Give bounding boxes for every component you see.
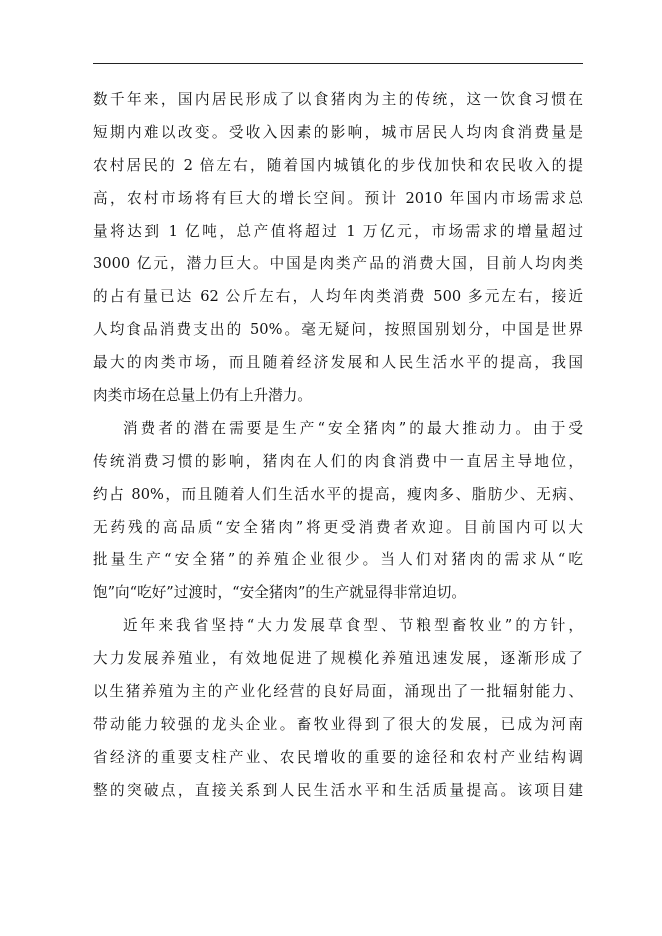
text-line: 省经济的重要支柱产业、农民增收的重要的途径和农村产业结构调 (93, 748, 583, 766)
text-line: 高，农村市场将有巨大的增长空间。预计 2010 年国内市场需求总 (93, 189, 583, 207)
text-line: 以生猪养殖为主的产业化经营的良好局面，涌现出了一批辐射能力、 (93, 683, 583, 701)
text-line: 整的突破点，直接关系到人民生活水平和生活质量提高。该项目建 (93, 781, 583, 799)
text-line: 人均食品消费支出的 50%。毫无疑问，按照国别划分，中国是世界 (93, 321, 583, 339)
text-line: 最大的肉类市场，而且随着经济发展和人民生活水平的提高，我国 (93, 354, 583, 372)
text-line: 的占有量已达 62 公斤左右，人均年肉类消费 500 多元左右，接近 (93, 288, 583, 306)
text-line: 约占 80%，而且随着人们生活水平的提高，瘦肉多、脂肪少、无病、 (93, 485, 583, 503)
text-line: 数千年来，国内居民形成了以食猪肉为主的传统，这一饮食习惯在 (93, 91, 583, 108)
paragraph-2 (93, 413, 583, 610)
text-line: 传统消费习惯的影响，猪肉在人们的肉食消费中一直居主导地位， (93, 452, 583, 470)
text-line: 无药残的高品质“安全猪肉”将更受消费者欢迎。目前国内可以大 (93, 518, 583, 536)
text-line: 近年来我省坚持“大力发展草食型、节粮型畜牧业”的方针， (123, 617, 583, 635)
text-line: 大力发展养殖业，有效地促进了规模化养殖迅速发展，逐渐形成了 (93, 650, 583, 668)
text-line: 带动能力较强的龙头企业。畜牧业得到了很大的发展，已成为河南 (93, 715, 583, 733)
paragraph-1 (93, 84, 583, 413)
text-line: 3000 亿元，潜力巨大。中国是肉类产品的消费大国，目前人均肉类 (93, 255, 583, 273)
paragraph-3 (93, 610, 583, 807)
header-rule (93, 63, 583, 64)
text-line: 短期内难以改变。受收入因素的影响，城市居民人均肉食消费量是 (93, 123, 583, 141)
text-line: 消费者的潜在需要是生产“安全猪肉”的最大推动力。由于受 (123, 419, 583, 437)
document-body (93, 84, 583, 808)
text-line: 农村居民的 2 倍左右，随着国内城镇化的步伐加快和农民收入的提 (93, 156, 583, 174)
text-line: 量将达到 1 亿吨，总产值将超过 1 万亿元，市场需求的增量超过 (93, 222, 583, 240)
text-line: 饱”向“吃好”过渡时，“安全猪肉”的生产就显得非常迫切。 (93, 584, 466, 602)
text-line: 批量生产“安全猪”的养殖企业很少。当人们对猪肉的需求从“吃 (93, 551, 583, 569)
text-line: 肉类市场在总量上仍有上升潜力。 (93, 387, 312, 405)
